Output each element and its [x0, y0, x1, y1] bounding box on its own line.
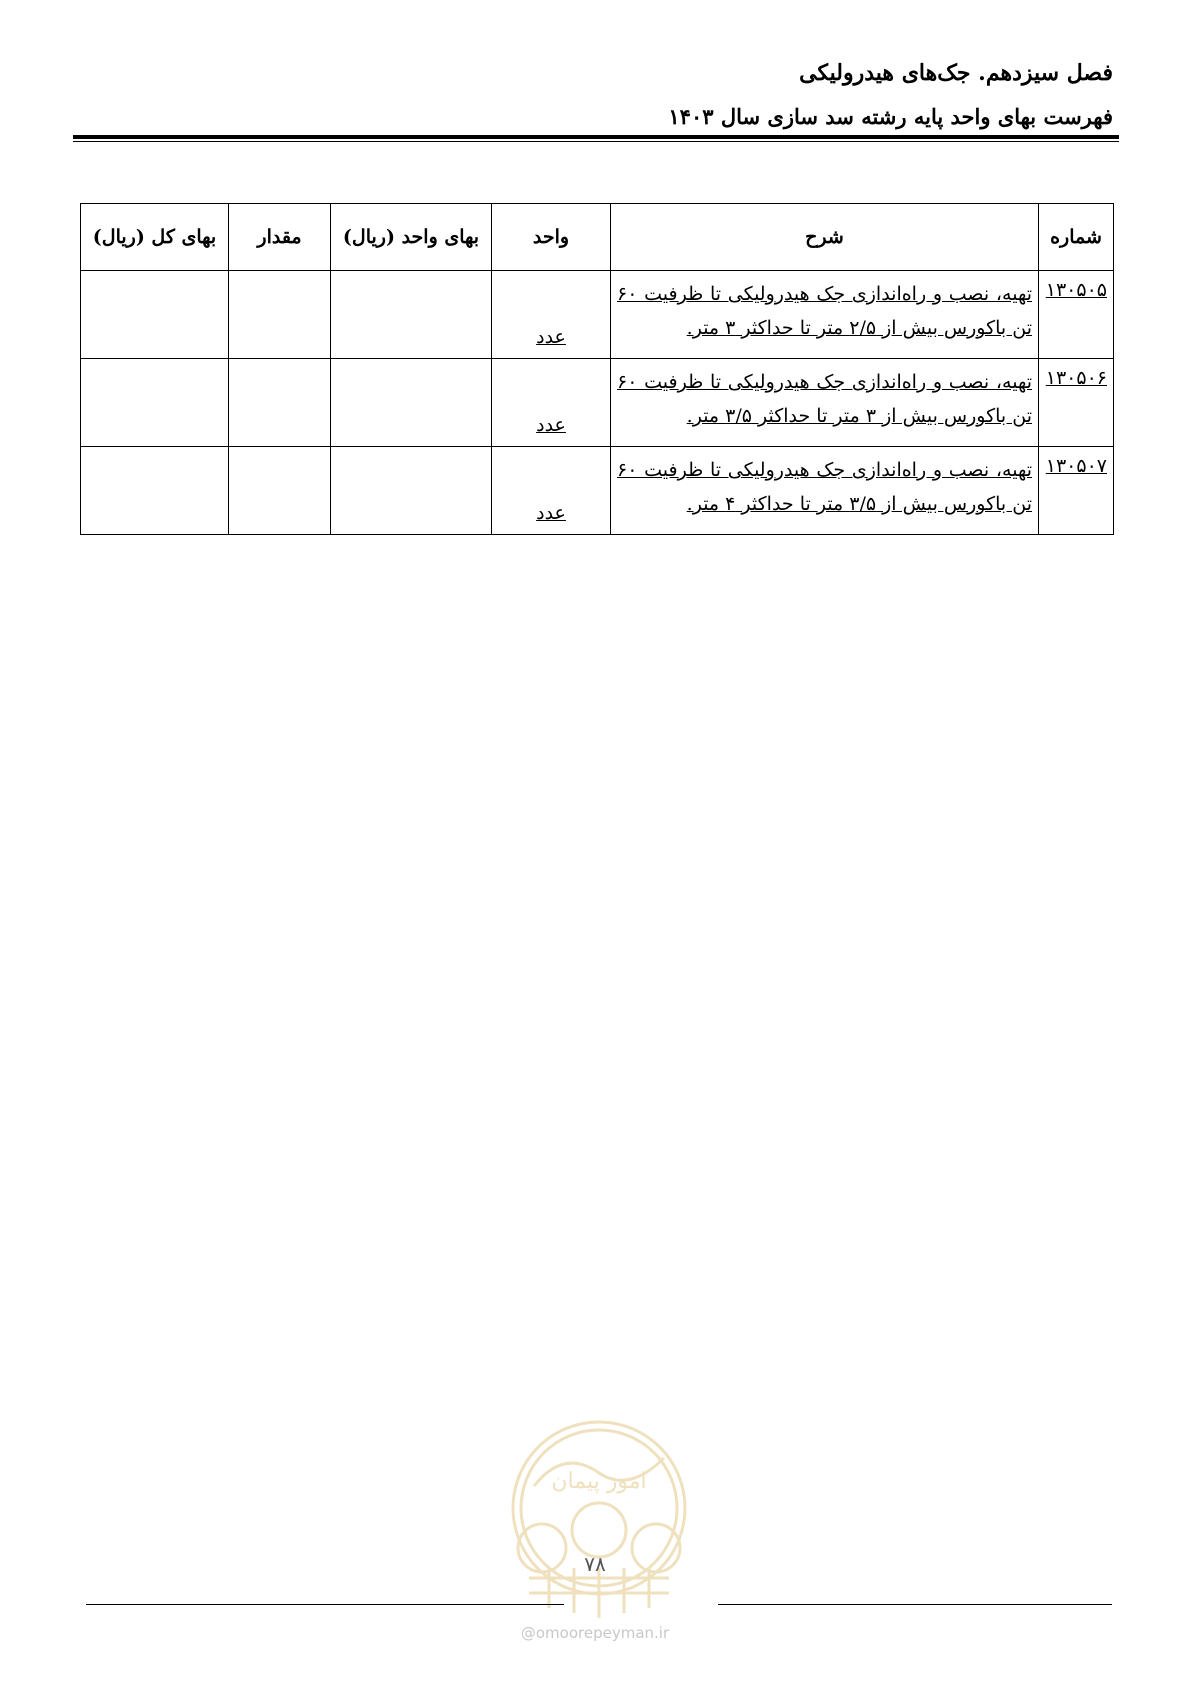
item-total-price [81, 271, 229, 359]
item-total-price [81, 359, 229, 447]
item-number: ۱۳۰۵۰۷ [1045, 455, 1107, 477]
item-description-cell [611, 359, 1039, 447]
page-header [63, 55, 1113, 135]
item-unit: عدد [536, 414, 566, 436]
item-number-cell [1039, 271, 1114, 359]
chapter-title: فصل سیزدهم. جک‌های هیدرولیکی [799, 60, 1113, 86]
website-watermark: @omoorepeyman.ir [520, 1624, 670, 1642]
header-total-price: بهای کل (ریال) [81, 204, 229, 271]
item-description-cell [611, 447, 1039, 535]
list-title: فهرست بهای واحد پایه رشته سد سازی سال ۱۴۰۳ [668, 104, 1113, 129]
item-unit: عدد [536, 502, 566, 524]
table-row [81, 447, 1114, 535]
header-rule-thin [73, 141, 1119, 142]
item-unit-cell [492, 447, 611, 535]
logo-text: امور پیمان [551, 1469, 647, 1494]
item-quantity [229, 359, 331, 447]
footer-rule-right [718, 1604, 1112, 1605]
item-total-price [81, 447, 229, 535]
item-number-cell [1039, 447, 1114, 535]
header-quantity: مقدار [229, 204, 331, 271]
footer-rule-left [86, 1604, 564, 1605]
item-unit: عدد [536, 326, 566, 348]
item-number-cell [1039, 359, 1114, 447]
table-header-row [81, 204, 1114, 271]
omoorepeyman-logo [504, 1418, 694, 1628]
item-unit-cell [492, 359, 611, 447]
header-rule-thick [73, 135, 1119, 139]
table-row [81, 359, 1114, 447]
item-description-cell [611, 271, 1039, 359]
table-row [81, 271, 1114, 359]
price-table [80, 203, 1114, 535]
header-unit-price: بهای واحد (ریال) [331, 204, 492, 271]
header-unit: واحد [492, 204, 611, 271]
header-number: شماره [1039, 204, 1114, 271]
item-quantity [229, 447, 331, 535]
item-unit-cell [492, 271, 611, 359]
item-description: تهیه، نصب و راه‌اندازی جک هیدرولیکی تا ظرفیت ۶۰ تن باکورس بیش از ۳ متر تا حداکثر ۳/۵ متر. [617, 371, 1032, 427]
item-quantity [229, 271, 331, 359]
item-number: ۱۳۰۵۰۶ [1045, 367, 1107, 389]
item-unit-price [331, 271, 492, 359]
item-unit-price [331, 447, 492, 535]
item-number: ۱۳۰۵۰۵ [1045, 279, 1107, 301]
item-unit-price [331, 359, 492, 447]
header-description: شرح [611, 204, 1039, 271]
item-description: تهیه، نصب و راه‌اندازی جک هیدرولیکی تا ظرفیت ۶۰ تن باکورس بیش از ۲/۵ متر تا حداکثر ۳ متر. [617, 283, 1032, 339]
item-description: تهیه، نصب و راه‌اندازی جک هیدرولیکی تا ظرفیت ۶۰ تن باکورس بیش از ۳/۵ متر تا حداکثر ۴ متر. [617, 459, 1032, 515]
page-number: ۷۸ [584, 1552, 606, 1576]
